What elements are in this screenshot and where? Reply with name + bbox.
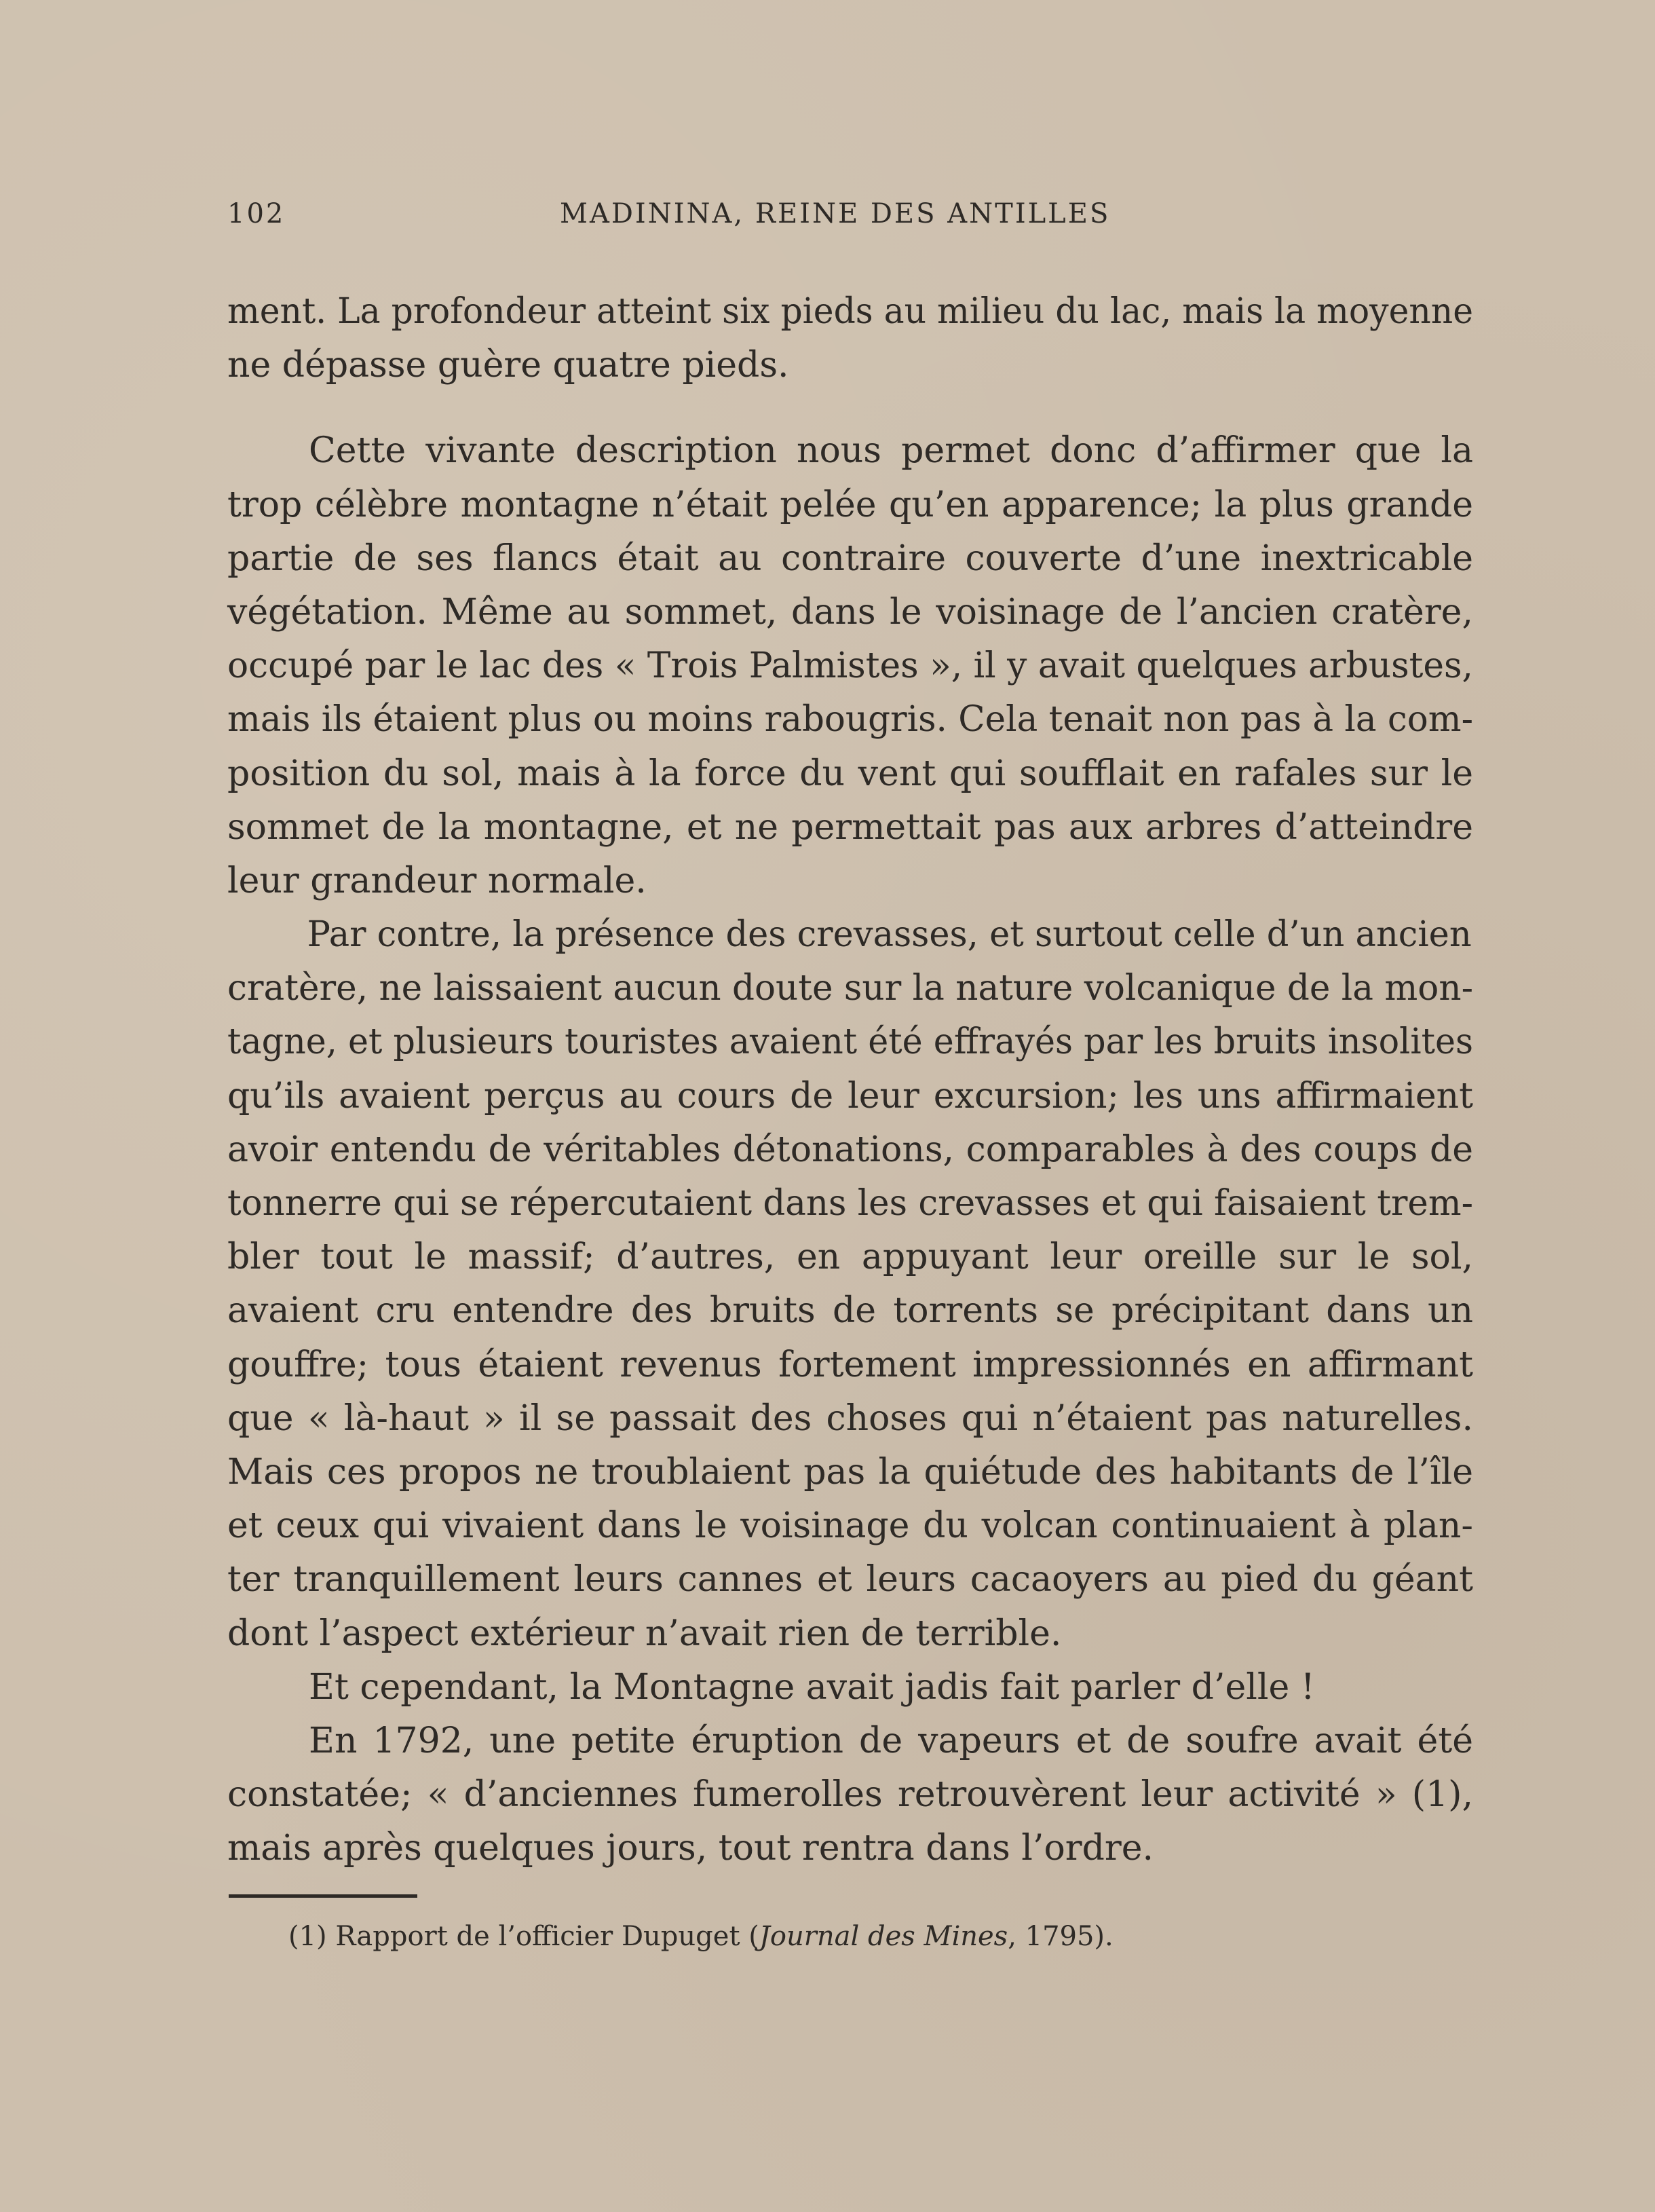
text-line: position du sol, mais à la force du vent qui soufflait en rafales sur le: [227, 753, 1473, 794]
text-line: ne dépasse guère quatre pieds.: [227, 345, 789, 386]
text-line: végétation. Même au sommet, dans le voisinage de l’ancien cratère,: [227, 591, 1473, 633]
text-line: ter tranquillement leurs cannes et leurs cacaoyers au pied du géant: [227, 1559, 1473, 1600]
text-line: et ceux qui vivaient dans le voisinage du volcan continuaient à plan-: [227, 1505, 1473, 1547]
text-line: occupé par le lac des « Trois Palmistes », il y avait quelques arbustes,: [227, 645, 1473, 687]
text-line: Cette vivante description nous permet donc d’affirmer que la: [309, 430, 1473, 472]
text-line: tonnerre qui se répercutaient dans les crevasses et qui faisaient trem-: [227, 1183, 1473, 1224]
footnote-text: Rapport de l’officier Dupuget (: [335, 1921, 759, 1952]
text-line: avoir entendu de véritables détonations, comparables à des coups de: [227, 1129, 1473, 1170]
body-text: [227, 285, 1473, 1875]
text-line: qu’ils avaient perçus au cours de leur excursion; les uns affirmaient: [227, 1075, 1473, 1117]
text-line: gouffre; tous étaient revenus fortement impressionnés en affirmant: [227, 1344, 1473, 1385]
text-line: bler tout le massif; d’autres, en appuyant leur oreille sur le sol,: [227, 1237, 1473, 1278]
text-line: Mais ces propos ne troublaient pas la quiétude des habitants de l’île: [227, 1451, 1473, 1493]
footnote-rule: [229, 1894, 417, 1898]
text-line: tagne, et plusieurs touristes avaient été effrayés par les bruits insolites: [227, 1021, 1473, 1063]
footnote-text-end: , 1795).: [1008, 1921, 1114, 1952]
text-line: constatée; « d’anciennes fumerolles retrouvèrent leur activité » (1),: [227, 1774, 1473, 1816]
text-line: Par contre, la présence des crevasses, et surtout celle d’un ancien: [307, 914, 1472, 956]
text-line: avaient cru entendre des bruits de torrents se précipitant dans un: [227, 1290, 1473, 1332]
text-line: que « là-haut » il se passait des choses qui n’étaient pas naturelles.: [227, 1398, 1473, 1439]
text-line: partie de ses flancs était au contraire couverte d’une inextricable: [227, 538, 1473, 579]
running-title: MADININA, REINE DES ANTILLES: [560, 198, 1111, 229]
footnote-journal-title: Journal des Mines: [759, 1921, 1008, 1952]
text-line: trop célèbre montagne n’était pelée qu’en apparence; la plus grande: [227, 484, 1473, 525]
page-number: 102: [227, 198, 286, 229]
running-head: [227, 198, 1473, 239]
text-line: Et cependant, la Montagne avait jadis fait parler d’elle !: [309, 1666, 1315, 1708]
text-line: dont l’aspect extérieur n’avait rien de terrible.: [227, 1613, 1062, 1654]
text-line: mais ils étaient plus ou moins rabougris. Cela tenait non pas à la com-: [227, 699, 1473, 741]
footnote: [288, 1921, 1114, 1952]
text-line: cratère, ne laissaient aucun doute sur la nature volcanique de la mon-: [227, 968, 1473, 1009]
text-line: mais après quelques jours, tout rentra dans l’ordre.: [227, 1828, 1154, 1869]
text-line: leur grandeur normale.: [227, 860, 647, 901]
text-line: ment. La profondeur atteint six pieds au milieu du lac, mais la moyenne: [227, 291, 1473, 332]
footnote-marker: (1): [288, 1921, 327, 1952]
text-line: sommet de la montagne, et ne permettait pas aux arbres d’atteindre: [227, 806, 1473, 848]
text-line: En 1792, une petite éruption de vapeurs et de soufre avait été: [309, 1720, 1473, 1761]
paragraph-gap: [227, 392, 1473, 424]
